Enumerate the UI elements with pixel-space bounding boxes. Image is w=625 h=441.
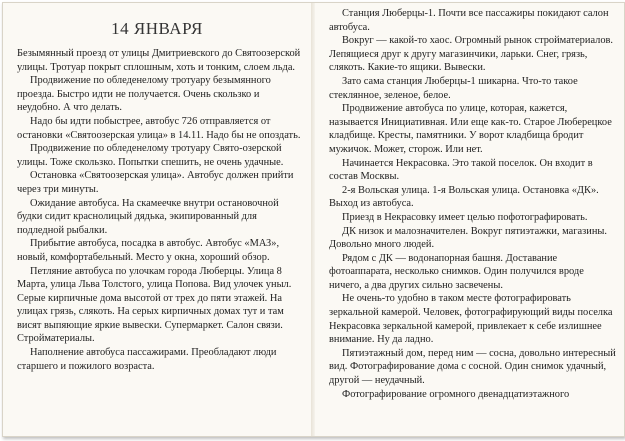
paragraph: Безымянный проезд от улицы Дмитриевского до Святоозерской улицы. Тротуар покрыт сплошным, хоть и тонким, слоем льда.: [17, 48, 301, 73]
paragraph: Начинается Некрасовка. Это такой поселок. Он входит в состав Москвы.: [329, 157, 593, 183]
right-page: [315, 3, 624, 436]
paragraph: Продвижение по обледенелому тротуару безымянного проезда. Быстро идти не получается. Очень скользко и неудобно. А что делать.: [17, 75, 271, 114]
paragraph: Продвижение по обледенелому тротуару Свято-озерской улицы. Тоже скользко. Попытки спешить, не очень удачные.: [17, 143, 284, 168]
paragraph: Зато сама станция Люберцы-1 шикарна. Что-то такое стеклянное, зеленое, белое.: [329, 75, 578, 101]
paragraph: Пятиэтажный дом, перед ним — сосна, довольно интересный вид. Фотографирование дома с сосной. Один снимок удачный, другой — неудачный.: [329, 347, 616, 387]
paragraph: 2-я Вольская улица. 1-я Вольская улица. Остановка «ДК». Выход из автобуса.: [329, 184, 599, 210]
left-page-text: [17, 47, 303, 373]
paragraph: ДК низок и малозначителен. Вокруг пятиэтажки, магазины. Довольно много людей.: [329, 225, 607, 251]
paragraph: Продвижение автобуса по улице, которая, кажется, называется Инициативная. Или еще как-то. Старое Люберецкое кладбище. Кресты, памятники. У ворот кладбища бродит мужичок. Может, сторож. Или нет.: [329, 103, 612, 155]
page-heading: 14 ЯНВАРЯ: [111, 19, 203, 38]
paragraph: Петляние автобуса по улочкам города Люберцы. Улица 8 Марта, улица Льва Толстого, улица Попова. Вид улочек уныл. Серые кирпичные дома высотой от трех до пяти этажей. На улицах грязь, слякоть. На серых кирпичных домах тут и там висят выпяющие яркие вывески. Супермаркет. Салон связи. Стройматериалы.: [17, 265, 292, 345]
paragraph: Станция Люберцы-1. Почти все пассажиры покидают салон автобуса.: [329, 8, 609, 33]
book-spread: [2, 2, 625, 437]
paragraph: Не очень-то удобно в таком месте фотографировать зеркальной камерой. Человек, фотографирующий виды поселка Некрасовка зеркальной камерой, привлекает к себе излишнее внимание. Ну да ладно.: [329, 293, 613, 346]
paragraph: Ожидание автобуса. На скамеечке внутри остановочной будки сидит краснолицый дядька, экипированный для подледной рыбалки.: [17, 197, 279, 236]
paragraph: Вокруг — какой-то хаос. Огромный рынок стройматериалов. Лепящиеся друг к другу магазинчики, ларьки. Снег, грязь, слякоть. Какие-то ящики. Вывески.: [329, 35, 614, 74]
paragraph: Остановка «Святоозерская улица». Автобус должен прийти через три минуты.: [17, 170, 294, 195]
paragraph: Наполнение автобуса пассажирами. Преобладают люди старшего и пожилого возраста.: [17, 347, 277, 372]
paragraph: Рядом с ДК — водонапорная башня. Доставание фотоаппарата, несколько снимков. Один получился вроде ничего, а два других сильно засвечены.: [329, 252, 584, 291]
right-page-text: [329, 7, 616, 401]
paragraph: Приезд в Некрасовку имеет целью пофотографировать.: [342, 211, 588, 223]
paragraph: Надо бы идти побыстрее, автобус 726 отправляется от остановки «Святоозерская улица» в 14.11. Надо бы не опоздать.: [17, 115, 301, 141]
paragraph: Фотографирование огромного двенадцатиэтажного: [342, 388, 570, 400]
paragraph: Прибытие автобуса, посадка в автобус. Автобус «МАЗ», новый, комфортабельный. Место у окна, хороший обзор.: [17, 238, 280, 263]
left-page: [3, 3, 311, 436]
